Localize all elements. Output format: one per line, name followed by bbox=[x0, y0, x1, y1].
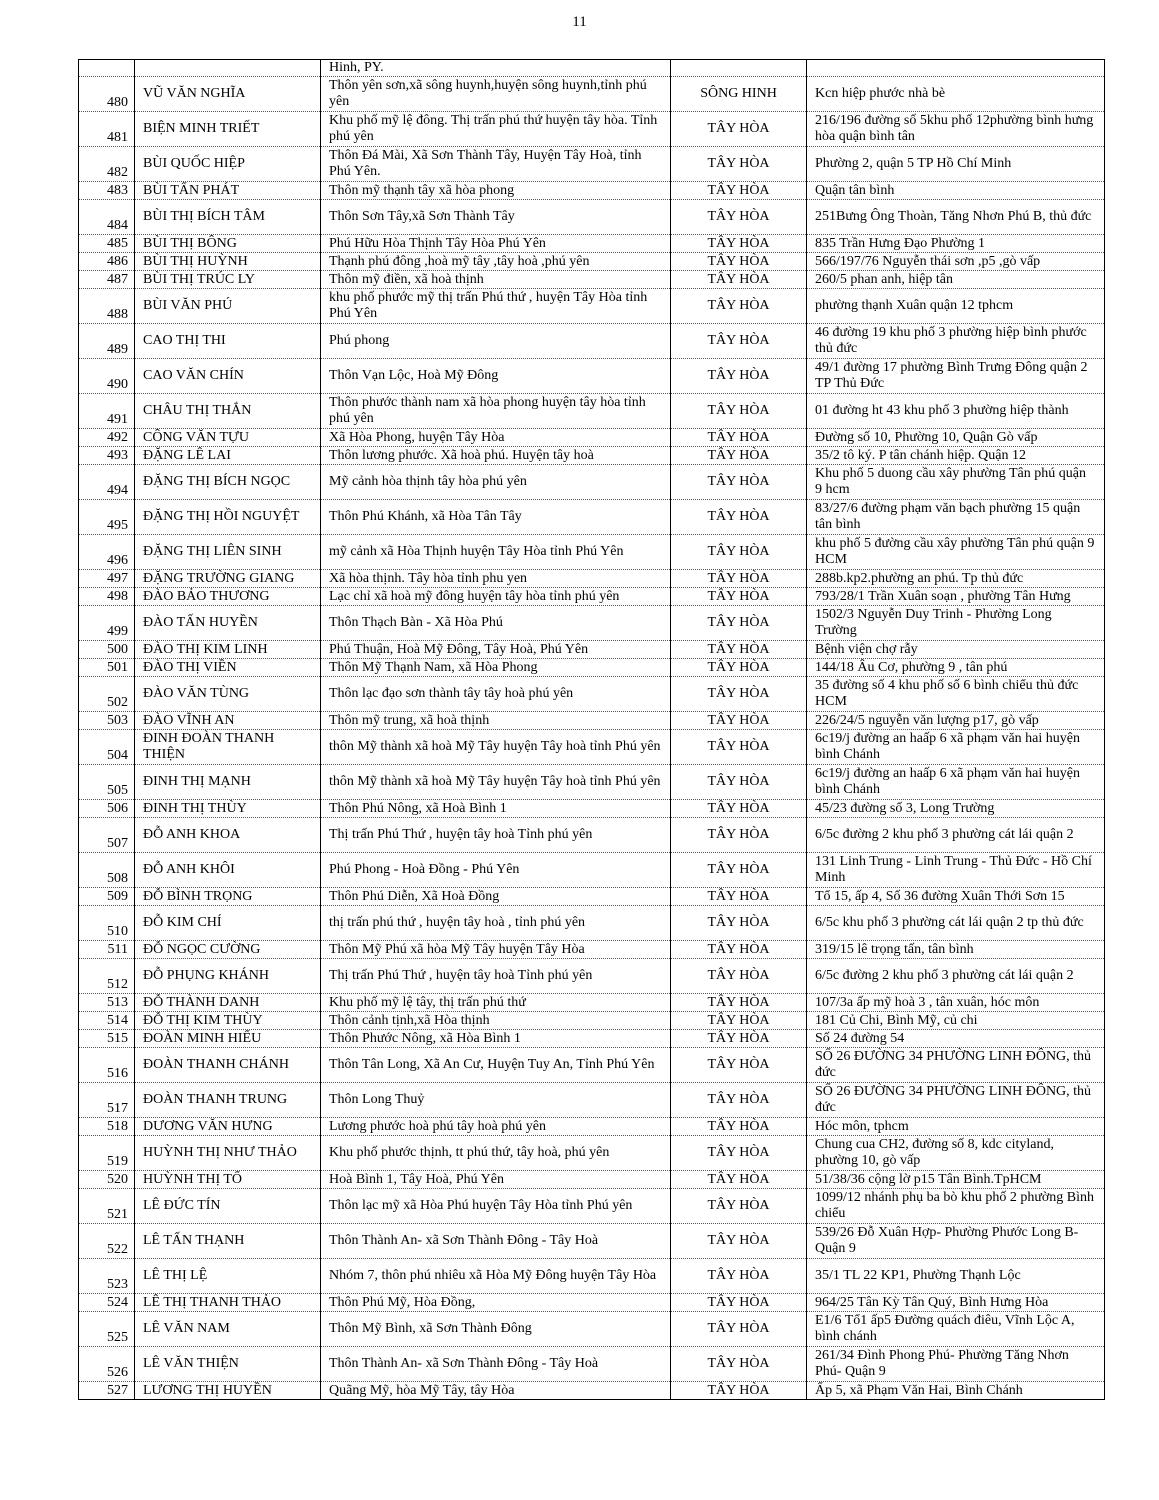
full-name-cell: CAO VĂN CHÍN bbox=[135, 359, 321, 394]
home-address-cell: Phú phong bbox=[321, 324, 671, 359]
current-address-cell: SỐ 26 ĐƯỜNG 34 PHƯỜNG LINH ĐÔNG, thủ đức bbox=[807, 1083, 1105, 1118]
row-number-cell: 495 bbox=[79, 500, 135, 535]
home-address-cell: Thôn cảnh tịnh,xã Hòa thịnh bbox=[321, 1012, 671, 1030]
table-row bbox=[79, 1294, 1105, 1312]
current-address-cell: Chung cua CH2, đường số 8, kdc cityland, phường 10, gò vấp bbox=[807, 1136, 1105, 1171]
district-cell: TÂY HÒA bbox=[671, 253, 807, 271]
district-cell: TÂY HÒA bbox=[671, 959, 807, 994]
current-address-cell: 226/24/5 nguyễn văn lượng p17, gò vấp bbox=[807, 712, 1105, 730]
row-number-cell: 502 bbox=[79, 677, 135, 712]
district-cell: TÂY HÒA bbox=[671, 1048, 807, 1083]
full-name-cell: BÙI VĂN PHÚ bbox=[135, 289, 321, 324]
full-name-cell: ĐẶNG LÊ LAI bbox=[135, 447, 321, 465]
registration-table bbox=[78, 59, 1105, 1400]
row-number-cell: 480 bbox=[79, 77, 135, 112]
full-name-cell: LÊ VĂN THIỆN bbox=[135, 1347, 321, 1382]
home-address-cell: Thôn Phú Khánh, xã Hòa Tân Tây bbox=[321, 500, 671, 535]
home-address-cell: Lạc chỉ xã hoà mỹ đông huyện tây hòa tỉnh phú yên bbox=[321, 588, 671, 606]
current-address-cell: 1099/12 nhánh phụ ba bò khu phố 2 phường Bình chiểu bbox=[807, 1189, 1105, 1224]
table-row bbox=[79, 60, 1105, 77]
row-number-cell: 490 bbox=[79, 359, 135, 394]
current-address-cell: SỐ 26 ĐƯỜNG 34 PHƯỜNG LINH ĐÔNG, thủ đức bbox=[807, 1048, 1105, 1083]
table-row bbox=[79, 1224, 1105, 1259]
current-address-cell: Khu phố 5 duong cầu xây phường Tân phú quận 9 hcm bbox=[807, 465, 1105, 500]
full-name-cell: LÊ THỊ THANH THẢO bbox=[135, 1294, 321, 1312]
current-address-cell: 35/1 TL 22 KP1, Phường Thạnh Lộc bbox=[807, 1259, 1105, 1294]
row-number-cell: 512 bbox=[79, 959, 135, 994]
row-number-cell: 501 bbox=[79, 659, 135, 677]
full-name-cell: ĐẶNG THỊ BÍCH NGỌC bbox=[135, 465, 321, 500]
table-row bbox=[79, 712, 1105, 730]
district-cell bbox=[671, 60, 807, 77]
current-address-cell: Số 24 đường 54 bbox=[807, 1030, 1105, 1048]
row-number-cell: 493 bbox=[79, 447, 135, 465]
current-address-cell: 6/5c khu phố 3 phường cát lái quận 2 tp thủ đức bbox=[807, 906, 1105, 941]
home-address-cell: khu phố phước mỹ thị trấn Phú thứ , huyện Tây Hòa tỉnh Phú Yên bbox=[321, 289, 671, 324]
table-row bbox=[79, 765, 1105, 800]
home-address-cell: Hinh, PY. bbox=[321, 60, 671, 77]
district-cell: TÂY HÒA bbox=[671, 712, 807, 730]
table-row bbox=[79, 800, 1105, 818]
district-cell: TÂY HÒA bbox=[671, 1136, 807, 1171]
district-cell: TÂY HÒA bbox=[671, 853, 807, 888]
full-name-cell: BIỆN MINH TRIẾT bbox=[135, 112, 321, 147]
current-address-cell: 6c19/j đường an haấp 6 xã phạm văn hai huyện bình Chánh bbox=[807, 765, 1105, 800]
row-number-cell: 516 bbox=[79, 1048, 135, 1083]
table-row bbox=[79, 641, 1105, 659]
full-name-cell: ĐÀO TẤN HUYỀN bbox=[135, 606, 321, 641]
home-address-cell: Thị trấn Phú Thứ , huyện tây hoà Tỉnh phú yên bbox=[321, 818, 671, 853]
district-cell: TÂY HÒA bbox=[671, 1012, 807, 1030]
table-row bbox=[79, 1171, 1105, 1189]
table-row bbox=[79, 77, 1105, 112]
district-cell: TÂY HÒA bbox=[671, 730, 807, 765]
table-row bbox=[79, 588, 1105, 606]
full-name-cell: ĐỖ BÌNH TRỌNG bbox=[135, 888, 321, 906]
table-row bbox=[79, 1012, 1105, 1030]
row-number-cell: 524 bbox=[79, 1294, 135, 1312]
row-number-cell: 517 bbox=[79, 1083, 135, 1118]
full-name-cell: LÊ THỊ LỆ bbox=[135, 1259, 321, 1294]
home-address-cell: Thôn Mỹ Phú xã hòa Mỹ Tây huyện Tây Hòa bbox=[321, 941, 671, 959]
row-number-cell: 503 bbox=[79, 712, 135, 730]
row-number-cell: 510 bbox=[79, 906, 135, 941]
row-number-cell: 508 bbox=[79, 853, 135, 888]
current-address-cell: 261/34 Đình Phong Phú- Phường Tăng Nhơn Phú- Quận 9 bbox=[807, 1347, 1105, 1382]
row-number-cell: 521 bbox=[79, 1189, 135, 1224]
current-address-cell: 181 Củ Chi, Bình Mỹ, củ chi bbox=[807, 1012, 1105, 1030]
home-address-cell: Hoà Bình 1, Tây Hoà, Phú Yên bbox=[321, 1171, 671, 1189]
current-address-cell: E1/6 Tổ1 ấp5 Đường quách điêu, Vĩnh Lộc A, bình chánh bbox=[807, 1312, 1105, 1347]
full-name-cell: ĐỖ ANH KHOA bbox=[135, 818, 321, 853]
full-name-cell: ĐÀO THỊ KIM LINH bbox=[135, 641, 321, 659]
full-name-cell: BÙI THỊ TRÚC LY bbox=[135, 271, 321, 289]
table-row bbox=[79, 182, 1105, 200]
full-name-cell: ĐỖ ANH KHÔI bbox=[135, 853, 321, 888]
row-number-cell: 482 bbox=[79, 147, 135, 182]
home-address-cell: Xã hòa thịnh. Tây hòa tỉnh phu yen bbox=[321, 570, 671, 588]
current-address-cell: 49/1 đường 17 phường Bình Trưng Đông quận 2 TP Thủ Đức bbox=[807, 359, 1105, 394]
current-address-cell: 45/23 đường số 3, Long Trường bbox=[807, 800, 1105, 818]
full-name-cell: VŨ VĂN NGHĨA bbox=[135, 77, 321, 112]
home-address-cell: Thôn yên sơn,xã sông huynh,huyện sông huynh,tỉnh phú yên bbox=[321, 77, 671, 112]
full-name-cell: HUỲNH THỊ TỐ bbox=[135, 1171, 321, 1189]
table-row bbox=[79, 359, 1105, 394]
district-cell: TÂY HÒA bbox=[671, 906, 807, 941]
current-address-cell: 216/196 đường số 5khu phố 12phường bình hưng hòa quận bình tân bbox=[807, 112, 1105, 147]
table-row bbox=[79, 606, 1105, 641]
full-name-cell: ĐINH THỊ THÙY bbox=[135, 800, 321, 818]
home-address-cell: thị trấn phú thứ , huyện tây hoà , tỉnh phú yên bbox=[321, 906, 671, 941]
table-body bbox=[79, 60, 1105, 1400]
current-address-cell: khu phố 5 đường cầu xây phường Tân phú quận 9 HCM bbox=[807, 535, 1105, 570]
district-cell: TÂY HÒA bbox=[671, 677, 807, 712]
current-address-cell: 6c19/j đường an haấp 6 xã phạm văn hai huyện bình Chánh bbox=[807, 730, 1105, 765]
district-cell: TÂY HÒA bbox=[671, 500, 807, 535]
current-address-cell: Ấp 5, xã Phạm Văn Hai, Bình Chánh bbox=[807, 1382, 1105, 1400]
current-address-cell: 539/26 Đỗ Xuân Hợp- Phường Phước Long B- Quận 9 bbox=[807, 1224, 1105, 1259]
home-address-cell: Thôn Mỹ Bình, xã Sơn Thành Đông bbox=[321, 1312, 671, 1347]
district-cell: TÂY HÒA bbox=[671, 1259, 807, 1294]
table-row bbox=[79, 994, 1105, 1012]
current-address-cell: 566/197/76 Nguyễn thái sơn ,p5 ,gò vấp bbox=[807, 253, 1105, 271]
table-row bbox=[79, 324, 1105, 359]
home-address-cell: Thôn mỹ thạnh tây xã hòa phong bbox=[321, 182, 671, 200]
full-name-cell: BÙI QUỐC HIỆP bbox=[135, 147, 321, 182]
full-name-cell: ĐẶNG THỊ HỒI NGUYỆT bbox=[135, 500, 321, 535]
table-row bbox=[79, 147, 1105, 182]
district-cell: TÂY HÒA bbox=[671, 112, 807, 147]
full-name-cell: CHÂU THỊ THẮN bbox=[135, 394, 321, 429]
current-address-cell: Phường 2, quận 5 TP Hồ Chí Minh bbox=[807, 147, 1105, 182]
current-address-cell: 51/38/36 cộng lờ p15 Tân Bình.TpHCM bbox=[807, 1171, 1105, 1189]
table-row bbox=[79, 853, 1105, 888]
table-row bbox=[79, 1312, 1105, 1347]
current-address-cell: 964/25 Tân Kỳ Tân Quý, Bình Hưng Hòa bbox=[807, 1294, 1105, 1312]
current-address-cell: Tổ 15, ấp 4, Số 36 đường Xuân Thới Sơn 15 bbox=[807, 888, 1105, 906]
full-name-cell: ĐÀO BẢO THƯƠNG bbox=[135, 588, 321, 606]
current-address-cell: 131 Linh Trung - Linh Trung - Thủ Đức - Hồ Chí Minh bbox=[807, 853, 1105, 888]
page-number: 11 bbox=[572, 14, 587, 30]
row-number-cell: 486 bbox=[79, 253, 135, 271]
home-address-cell: Thôn lương phước. Xã hoà phú. Huyện tây hoà bbox=[321, 447, 671, 465]
current-address-cell: 35 đường số 4 khu phố số 6 bình chiểu thủ đức HCM bbox=[807, 677, 1105, 712]
row-number-cell: 523 bbox=[79, 1259, 135, 1294]
row-number-cell: 518 bbox=[79, 1118, 135, 1136]
district-cell: TÂY HÒA bbox=[671, 1312, 807, 1347]
district-cell: TÂY HÒA bbox=[671, 359, 807, 394]
home-address-cell: Phú Thuận, Hoà Mỹ Đông, Tây Hoà, Phú Yên bbox=[321, 641, 671, 659]
row-number-cell: 484 bbox=[79, 200, 135, 235]
table-row bbox=[79, 394, 1105, 429]
home-address-cell: Thôn Phú Mỹ, Hòa Đồng, bbox=[321, 1294, 671, 1312]
district-cell: TÂY HÒA bbox=[671, 659, 807, 677]
table-row bbox=[79, 1048, 1105, 1083]
district-cell: TÂY HÒA bbox=[671, 289, 807, 324]
row-number-cell: 527 bbox=[79, 1382, 135, 1400]
home-address-cell: Thôn Vạn Lộc, Hoà Mỹ Đông bbox=[321, 359, 671, 394]
full-name-cell: DƯƠNG VĂN HƯNG bbox=[135, 1118, 321, 1136]
row-number-cell: 522 bbox=[79, 1224, 135, 1259]
row-number-cell: 494 bbox=[79, 465, 135, 500]
table-row bbox=[79, 1382, 1105, 1400]
table-row bbox=[79, 200, 1105, 235]
full-name-cell: LÊ ĐỨC TÍN bbox=[135, 1189, 321, 1224]
full-name-cell: HUỲNH THỊ NHƯ THẢO bbox=[135, 1136, 321, 1171]
home-address-cell: Quãng Mỹ, hòa Mỹ Tây, tây Hòa bbox=[321, 1382, 671, 1400]
current-address-cell: 6/5c đường 2 khu phố 3 phường cát lái quận 2 bbox=[807, 959, 1105, 994]
district-cell: TÂY HÒA bbox=[671, 147, 807, 182]
table-row bbox=[79, 1347, 1105, 1382]
row-number-cell: 505 bbox=[79, 765, 135, 800]
table-row bbox=[79, 253, 1105, 271]
current-address-cell: 260/5 phan anh, hiệp tân bbox=[807, 271, 1105, 289]
row-number-cell: 520 bbox=[79, 1171, 135, 1189]
row-number-cell: 492 bbox=[79, 429, 135, 447]
home-address-cell: Thôn phước thành nam xã hòa phong huyện tây hòa tỉnh phú yên bbox=[321, 394, 671, 429]
district-cell: TÂY HÒA bbox=[671, 1083, 807, 1118]
district-cell: TÂY HÒA bbox=[671, 447, 807, 465]
home-address-cell: Thôn Long Thuỷ bbox=[321, 1083, 671, 1118]
row-number-cell: 496 bbox=[79, 535, 135, 570]
full-name-cell: ĐÀO THỊ VIỀN bbox=[135, 659, 321, 677]
district-cell: TÂY HÒA bbox=[671, 235, 807, 253]
table-row bbox=[79, 659, 1105, 677]
table-row bbox=[79, 289, 1105, 324]
district-cell: TÂY HÒA bbox=[671, 1171, 807, 1189]
district-cell: TÂY HÒA bbox=[671, 765, 807, 800]
current-address-cell: Quận tân bình bbox=[807, 182, 1105, 200]
district-cell: TÂY HÒA bbox=[671, 941, 807, 959]
table-row bbox=[79, 959, 1105, 994]
table-row bbox=[79, 1189, 1105, 1224]
home-address-cell: Khu phố mỹ lệ đông. Thị trấn phú thứ huyện tây hòa. Tỉnh phú yên bbox=[321, 112, 671, 147]
district-cell: SÔNG HINH bbox=[671, 77, 807, 112]
district-cell: TÂY HÒA bbox=[671, 588, 807, 606]
table-row bbox=[79, 271, 1105, 289]
current-address-cell: 835 Trần Hưng Đạo Phường 1 bbox=[807, 235, 1105, 253]
table-row bbox=[79, 818, 1105, 853]
full-name-cell: CAO THỊ THI bbox=[135, 324, 321, 359]
table-row bbox=[79, 1136, 1105, 1171]
district-cell: TÂY HÒA bbox=[671, 818, 807, 853]
row-number-cell: 509 bbox=[79, 888, 135, 906]
district-cell: TÂY HÒA bbox=[671, 1347, 807, 1382]
current-address-cell: Hóc môn, tphcm bbox=[807, 1118, 1105, 1136]
district-cell: TÂY HÒA bbox=[671, 1118, 807, 1136]
row-number-cell: 500 bbox=[79, 641, 135, 659]
current-address-cell: 288b.kp2.phường an phú. Tp thủ đức bbox=[807, 570, 1105, 588]
district-cell: TÂY HÒA bbox=[671, 535, 807, 570]
table-row bbox=[79, 730, 1105, 765]
full-name-cell: CÔNG VĂN TỰU bbox=[135, 429, 321, 447]
full-name-cell: LÊ TẤN THẠNH bbox=[135, 1224, 321, 1259]
current-address-cell: 319/15 lê trọng tấn, tân bình bbox=[807, 941, 1105, 959]
home-address-cell: Lương phước hoà phú tây hoà phú yên bbox=[321, 1118, 671, 1136]
home-address-cell: mỹ cảnh xã Hòa Thịnh huyện Tây Hòa tỉnh Phú Yên bbox=[321, 535, 671, 570]
district-cell: TÂY HÒA bbox=[671, 1189, 807, 1224]
home-address-cell: Thôn Đá Mài, Xã Sơn Thành Tây, Huyện Tây Hoà, tỉnh Phú Yên. bbox=[321, 147, 671, 182]
table-row bbox=[79, 1259, 1105, 1294]
district-cell: TÂY HÒA bbox=[671, 800, 807, 818]
full-name-cell: ĐẶNG THỊ LIÊN SINH bbox=[135, 535, 321, 570]
current-address-cell: 107/3a ấp mỹ hoà 3 , tân xuân, hóc môn bbox=[807, 994, 1105, 1012]
home-address-cell: Nhóm 7, thôn phú nhiêu xã Hòa Mỹ Đông huyện Tây Hòa bbox=[321, 1259, 671, 1294]
row-number-cell: 507 bbox=[79, 818, 135, 853]
full-name-cell: ĐỖ THÀNH DANH bbox=[135, 994, 321, 1012]
full-name-cell: ĐỖ PHỤNG KHÁNH bbox=[135, 959, 321, 994]
home-address-cell: Thôn Thành An- xã Sơn Thành Đông - Tây Hoà bbox=[321, 1347, 671, 1382]
district-cell: TÂY HÒA bbox=[671, 606, 807, 641]
current-address-cell: 83/27/6 đường phạm văn bạch phường 15 quận tân bình bbox=[807, 500, 1105, 535]
home-address-cell: Thôn Phước Nông, xã Hòa Bình 1 bbox=[321, 1030, 671, 1048]
home-address-cell: Thôn Thành An- xã Sơn Thành Đông - Tây Hoà bbox=[321, 1224, 671, 1259]
home-address-cell: Thôn Thạch Bàn - Xã Hòa Phú bbox=[321, 606, 671, 641]
home-address-cell: Thôn lạc đạo sơn thành tây tây hoà phú yên bbox=[321, 677, 671, 712]
district-cell: TÂY HÒA bbox=[671, 324, 807, 359]
full-name-cell bbox=[135, 60, 321, 77]
current-address-cell: 1502/3 Nguyễn Duy Trinh - Phường Long Trường bbox=[807, 606, 1105, 641]
full-name-cell: BÙI TẤN PHÁT bbox=[135, 182, 321, 200]
table-row bbox=[79, 500, 1105, 535]
district-cell: TÂY HÒA bbox=[671, 182, 807, 200]
home-address-cell: Thôn Phú Diễn, Xã Hoà Đồng bbox=[321, 888, 671, 906]
row-number-cell: 514 bbox=[79, 1012, 135, 1030]
district-cell: TÂY HÒA bbox=[671, 994, 807, 1012]
row-number-cell: 488 bbox=[79, 289, 135, 324]
full-name-cell: ĐỖ NGỌC CƯỜNG bbox=[135, 941, 321, 959]
table-row bbox=[79, 1030, 1105, 1048]
table-row bbox=[79, 677, 1105, 712]
home-address-cell: Thạnh phú đông ,hoà mỹ tây ,tây hoà ,phú yên bbox=[321, 253, 671, 271]
home-address-cell: Thị trấn Phú Thứ , huyện tây hoà Tỉnh phú yên bbox=[321, 959, 671, 994]
row-number-cell: 515 bbox=[79, 1030, 135, 1048]
table-row bbox=[79, 1118, 1105, 1136]
current-address-cell: 46 đường 19 khu phố 3 phường hiệp bình phước thủ đức bbox=[807, 324, 1105, 359]
home-address-cell: Phú Hữu Hòa Thịnh Tây Hòa Phú Yên bbox=[321, 235, 671, 253]
current-address-cell: Bệnh viện chợ rẫy bbox=[807, 641, 1105, 659]
home-address-cell: Thôn Mỹ Thạnh Nam, xã Hòa Phong bbox=[321, 659, 671, 677]
row-number-cell: 483 bbox=[79, 182, 135, 200]
row-number-cell: 511 bbox=[79, 941, 135, 959]
row-number-cell: 526 bbox=[79, 1347, 135, 1382]
current-address-cell: 35/2 tô ký. P tân chánh hiệp. Quận 12 bbox=[807, 447, 1105, 465]
full-name-cell: ĐINH ĐOÀN THANH THIỆN bbox=[135, 730, 321, 765]
row-number-cell: 513 bbox=[79, 994, 135, 1012]
row-number-cell: 519 bbox=[79, 1136, 135, 1171]
home-address-cell: Khu phố phước thịnh, tt phú thứ, tây hoà, phú yên bbox=[321, 1136, 671, 1171]
table-row bbox=[79, 941, 1105, 959]
full-name-cell: LÊ VĂN NAM bbox=[135, 1312, 321, 1347]
table-row bbox=[79, 465, 1105, 500]
row-number-cell: 489 bbox=[79, 324, 135, 359]
table-row bbox=[79, 888, 1105, 906]
district-cell: TÂY HÒA bbox=[671, 429, 807, 447]
row-number-cell bbox=[79, 60, 135, 77]
district-cell: TÂY HÒA bbox=[671, 888, 807, 906]
full-name-cell: ĐÀO VĂN TÙNG bbox=[135, 677, 321, 712]
district-cell: TÂY HÒA bbox=[671, 1294, 807, 1312]
district-cell: TÂY HÒA bbox=[671, 394, 807, 429]
full-name-cell: BÙI THỊ HUỲNH bbox=[135, 253, 321, 271]
current-address-cell: 6/5c đường 2 khu phố 3 phường cát lái quận 2 bbox=[807, 818, 1105, 853]
full-name-cell: ĐOÀN THANH TRUNG bbox=[135, 1083, 321, 1118]
row-number-cell: 487 bbox=[79, 271, 135, 289]
current-address-cell: 144/18 Âu Cơ, phường 9 , tân phú bbox=[807, 659, 1105, 677]
table-row bbox=[79, 570, 1105, 588]
full-name-cell: ĐÀO VĨNH AN bbox=[135, 712, 321, 730]
table-row bbox=[79, 1083, 1105, 1118]
full-name-cell: ĐOÀN MINH HIẾU bbox=[135, 1030, 321, 1048]
row-number-cell: 498 bbox=[79, 588, 135, 606]
full-name-cell: BÙI THỊ BÔNG bbox=[135, 235, 321, 253]
district-cell: TÂY HÒA bbox=[671, 1382, 807, 1400]
district-cell: TÂY HÒA bbox=[671, 641, 807, 659]
current-address-cell: Kcn hiệp phước nhà bè bbox=[807, 77, 1105, 112]
current-address-cell: 251Bưng Ông Thoàn, Tăng Nhơn Phú B, thủ đức bbox=[807, 200, 1105, 235]
current-address-cell: 01 đường ht 43 khu phố 3 phường hiệp thành bbox=[807, 394, 1105, 429]
home-address-cell: thôn Mỹ thành xã hoà Mỹ Tây huyện Tây hoà tỉnh Phú yên bbox=[321, 730, 671, 765]
table-row bbox=[79, 906, 1105, 941]
row-number-cell: 525 bbox=[79, 1312, 135, 1347]
home-address-cell: Mỹ cảnh hòa thịnh tây hòa phú yên bbox=[321, 465, 671, 500]
row-number-cell: 485 bbox=[79, 235, 135, 253]
home-address-cell: Thôn Phú Nông, xã Hoà Bình 1 bbox=[321, 800, 671, 818]
home-address-cell: Thôn Sơn Tây,xã Sơn Thành Tây bbox=[321, 200, 671, 235]
district-cell: TÂY HÒA bbox=[671, 1030, 807, 1048]
home-address-cell: Thôn Tân Long, Xã An Cư, Huyện Tuy An, Tỉnh Phú Yên bbox=[321, 1048, 671, 1083]
district-cell: TÂY HÒA bbox=[671, 271, 807, 289]
full-name-cell: ĐINH THỊ MẠNH bbox=[135, 765, 321, 800]
current-address-cell: 793/28/1 Trần Xuân soạn , phường Tân Hưng bbox=[807, 588, 1105, 606]
row-number-cell: 504 bbox=[79, 730, 135, 765]
district-cell: TÂY HÒA bbox=[671, 465, 807, 500]
row-number-cell: 506 bbox=[79, 800, 135, 818]
full-name-cell: BÙI THỊ BÍCH TÂM bbox=[135, 200, 321, 235]
home-address-cell: Thôn lạc mỹ xã Hòa Phú huyện Tây Hòa tỉnh Phú yên bbox=[321, 1189, 671, 1224]
home-address-cell: Phú Phong - Hoà Đồng - Phú Yên bbox=[321, 853, 671, 888]
home-address-cell: thôn Mỹ thành xã hoà Mỹ Tây huyện Tây hoà tỉnh Phú yên bbox=[321, 765, 671, 800]
full-name-cell: ĐẶNG TRƯỜNG GIANG bbox=[135, 570, 321, 588]
table-row bbox=[79, 429, 1105, 447]
row-number-cell: 491 bbox=[79, 394, 135, 429]
home-address-cell: Xã Hòa Phong, huyện Tây Hòa bbox=[321, 429, 671, 447]
table-row bbox=[79, 235, 1105, 253]
row-number-cell: 481 bbox=[79, 112, 135, 147]
current-address-cell bbox=[807, 60, 1105, 77]
full-name-cell: LƯƠNG THỊ HUYỀN bbox=[135, 1382, 321, 1400]
home-address-cell: Thôn mỹ trung, xã hoà thịnh bbox=[321, 712, 671, 730]
district-cell: TÂY HÒA bbox=[671, 1224, 807, 1259]
district-cell: TÂY HÒA bbox=[671, 200, 807, 235]
district-cell: TÂY HÒA bbox=[671, 570, 807, 588]
row-number-cell: 499 bbox=[79, 606, 135, 641]
row-number-cell: 497 bbox=[79, 570, 135, 588]
full-name-cell: ĐỖ KIM CHÍ bbox=[135, 906, 321, 941]
table-row bbox=[79, 535, 1105, 570]
home-address-cell: Thôn mỹ điền, xã hoà thịnh bbox=[321, 271, 671, 289]
current-address-cell: phường thạnh Xuân quận 12 tphcm bbox=[807, 289, 1105, 324]
table-row bbox=[79, 447, 1105, 465]
full-name-cell: ĐOÀN THANH CHÁNH bbox=[135, 1048, 321, 1083]
current-address-cell: Đường số 10, Phường 10, Quận Gò vấp bbox=[807, 429, 1105, 447]
table-row bbox=[79, 112, 1105, 147]
home-address-cell: Khu phố mỹ lệ tây, thị trấn phú thứ bbox=[321, 994, 671, 1012]
full-name-cell: ĐỖ THỊ KIM THÙY bbox=[135, 1012, 321, 1030]
